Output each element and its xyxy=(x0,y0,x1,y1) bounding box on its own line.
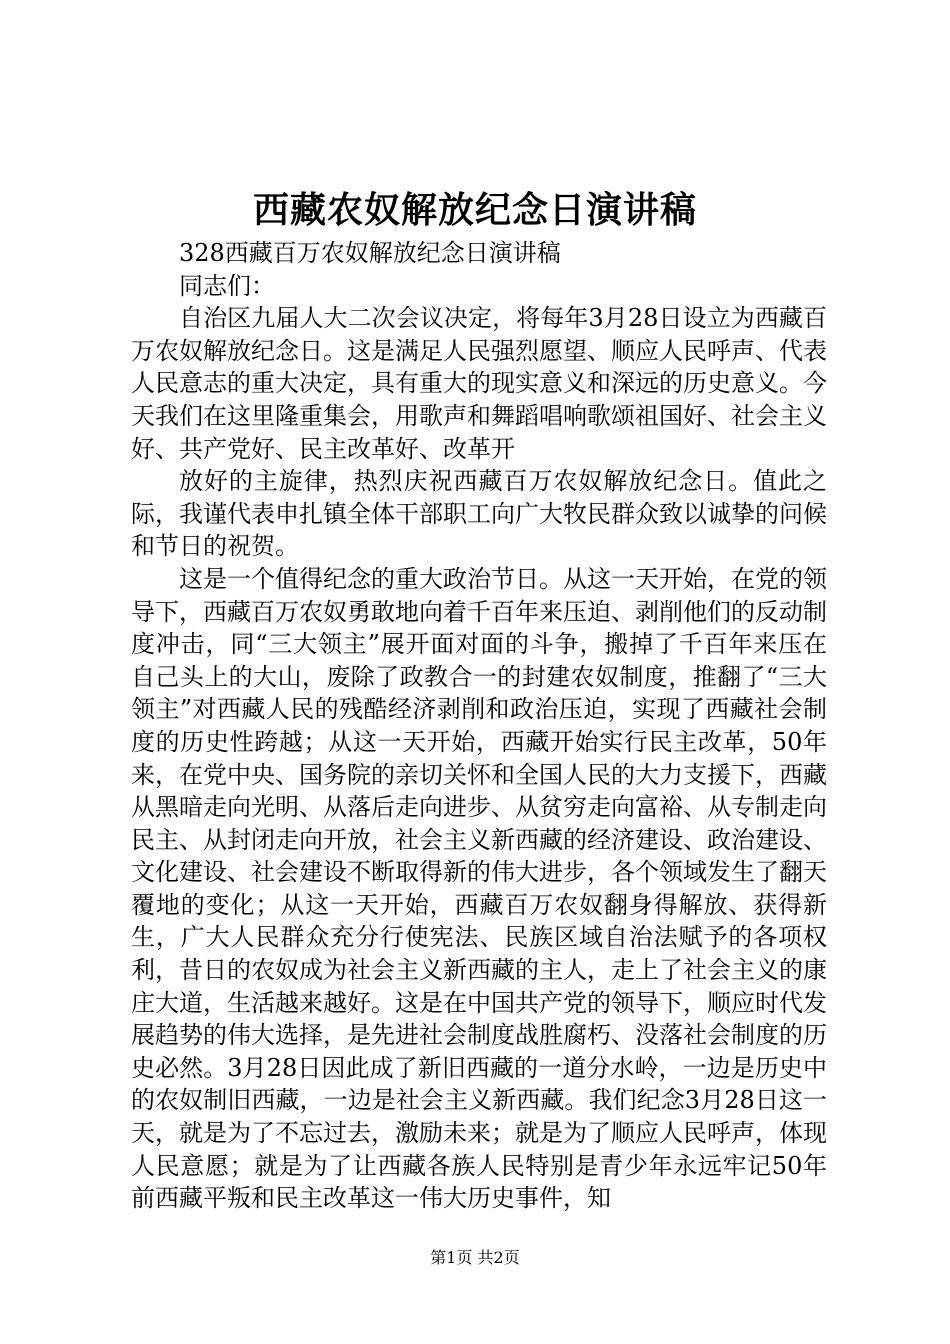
body-paragraph: 这是一个值得纪念的重大政治节日。从这一天开始，在党的领导下，西藏百万农奴勇敢地向着千百年来压迫、剥削他们的反动制度冲击，同“三大领主”展开面对面的斗争，搬掉了千百年来压在自己头上的大山，废除了政教合一的封建农奴制度，推翻了“三大领主”对西藏人民的残酷经济剥削和政治压迫，实现了西藏社会制度的历史性跨越；从这一天开始，西藏开始实行民主改革，50年来，在党中央、国务院的亲切关怀和全国人民的大力支援下，西藏从黑暗走向光明、从落后走向进步、从贫穷走向富裕、从专制走向民主、从封闭走向开放，社会主义新西藏的经济建设、政治建设、文化建设、社会建设不断取得新的伟大进步，各个领域发生了翻天覆地的变化；从这一天开始，西藏百万农奴翻身得解放、获得新生，广大人民群众充分行使宪法、民族区域自治法赋予的各项权利，昔日的农奴成为社会主义新西藏的主人，走上了社会主义的康庄大道，生活越来越好。这是在中国共产党的领导下，顺应时代发展趋势的伟大选择，是先进社会制度战胜腐朽、没落社会制度的历史必然。3月28日因此成了新旧西藏的一道分水岭，一边是历史中的农奴制旧西藏，一边是社会主义新西藏。我们纪念3月28日这一天，就是为了不忘过去，激励未来；就是为了顺应人民呼声，体现人民意愿；就是为了让西藏各族人民特别是青少年永远牢记50年前西藏平叛和民主改革这一伟大历史事件，知 xyxy=(131,564,827,1213)
salutation-paragraph: 同志们： xyxy=(179,271,275,300)
page-footer: 第1页 共2页 xyxy=(430,1248,520,1267)
body-paragraph: 自治区九届人大二次会议决定，将每年3月28日设立为西藏百万农奴解放纪念日。这是满足人民强烈愿望、顺应人民呼声、代表人民意志的重大决定，具有重大的现实意义和深远的历史意义。今天我们在这里隆重集会，用歌声和舞蹈唱响歌颂祖国好、社会主义好、共产党好、民主改革好、改革开 xyxy=(131,304,827,463)
body-paragraph: 放好的主旋律，热烈庆祝西藏百万农奴解放纪念日。值此之际，我谨代表申扎镇全体干部职工向广大牧民群众致以诚挚的问候和节日的祝贺。 xyxy=(131,467,827,561)
document-title: 西藏农奴解放纪念日演讲稿 xyxy=(252,189,697,231)
document-body xyxy=(131,237,827,1215)
subtitle-paragraph: 328西藏百万农奴解放纪念日演讲稿 xyxy=(179,239,561,267)
